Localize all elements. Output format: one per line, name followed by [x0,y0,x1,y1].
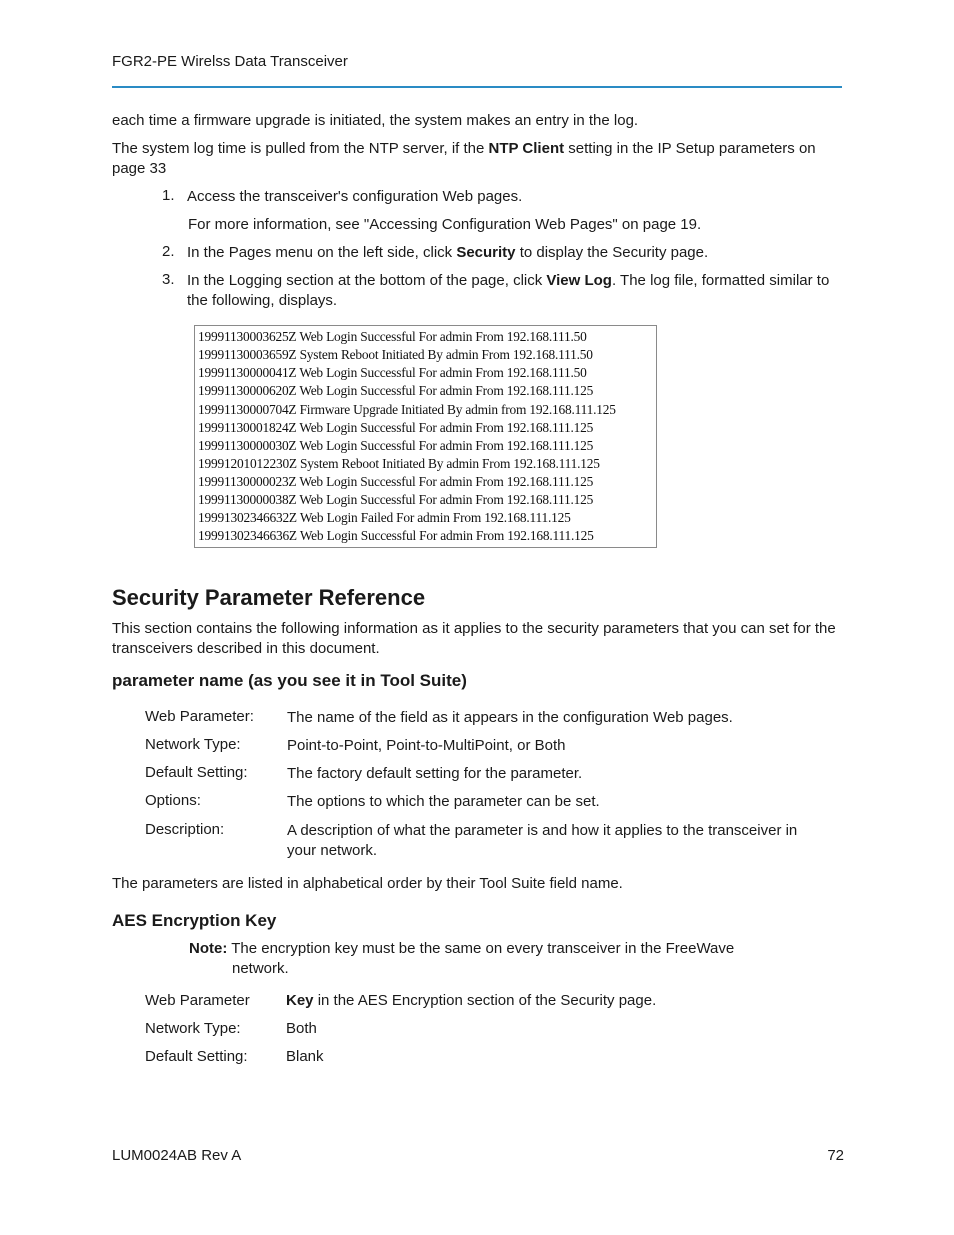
log-file-example [194,325,657,548]
step-number: 2. [162,243,175,260]
log-line: 19991302346632Z Web Login Failed For admin From 192.168.111.125 [198,510,571,525]
aes-note: Note: The encryption key must be the same on every transceiver in the FreeWave [189,940,735,957]
log-line: 19991130000041Z Web Login Successful For admin From 192.168.111.50 [198,365,587,380]
param-label: Network Type: [145,1020,241,1037]
note-label: Note: [189,940,228,957]
param-value: The factory default setting for the parameter. [287,765,583,782]
log-line: 19991130003659Z System Reboot Initiated By admin From 192.168.111.50 [198,347,593,362]
param-value: Key in the AES Encryption section of the Security page. [286,992,657,1009]
header-rule [112,86,842,88]
log-line: 19991130000038Z Web Login Successful For admin From 192.168.111.125 [198,492,594,507]
section-intro: This section contains the following information as it applies to the security parameters that you can set for the transceivers described in this document. [112,620,836,657]
log-line: 19991130000030Z Web Login Successful For admin From 192.168.111.125 [198,438,594,453]
step-number: 1. [162,187,175,204]
param-label: Default Setting: [145,764,248,781]
param-label: Description: [145,821,225,838]
param-template-heading: parameter name (as you see it in Tool Suite) [112,671,467,690]
step-subtext: For more information, see "Accessing Configuration Web Pages" on page 19. [188,216,702,233]
param-label: Network Type: [145,736,241,753]
log-line: 19991130000704Z Firmware Upgrade Initiated By admin from 192.168.111.125 [198,402,616,417]
log-line: 19991302346636Z Web Login Successful For admin From 192.168.111.125 [198,528,594,543]
key-term: Key [286,992,314,1009]
step-number: 3. [162,271,175,288]
log-line: 19991201012230Z System Reboot Initiated By admin From 192.168.111.125 [198,456,600,471]
param-value: The name of the field as it appears in the configuration Web pages. [287,709,733,726]
step-text: Access the transceiver's configuration Web pages. [187,188,523,205]
param-label: Options: [145,792,201,809]
param-value: Both [286,1020,317,1037]
step-text: In the Logging section at the bottom of the page, click View Log. The log file, formatted similar to the following, displays. [187,272,830,309]
param-value: A description of what the parameter is and how it applies to the transceiver in your network. [287,822,798,859]
security-term: Security [456,244,516,261]
ntp-client-term: NTP Client [488,140,565,157]
log-line: 19991130003625Z Web Login Successful For admin From 192.168.111.50 [198,329,587,344]
footer-doc-id: LUM0024AB Rev A [112,1147,242,1164]
param-order-note: The parameters are listed in alphabetical order by their Tool Suite field name. [112,875,623,892]
param-label: Default Setting: [145,1048,248,1065]
running-header: FGR2-PE Wirelss Data Transceiver [112,53,348,70]
page-number: 72 [827,1147,844,1164]
intro-paragraph-2: The system log time is pulled from the NTP server, if the NTP Client setting in the IP Setup parameters on page 33 [112,140,816,177]
aes-heading: AES Encryption Key [112,911,277,930]
view-log-term: View Log [546,272,612,289]
param-value: Point-to-Point, Point-to-MultiPoint, or Both [287,737,566,754]
log-line: 19991130000023Z Web Login Successful For admin From 192.168.111.125 [198,474,594,489]
log-line: 19991130001824Z Web Login Successful For admin From 192.168.111.125 [198,420,594,435]
param-label: Web Parameter [145,992,250,1009]
param-value: Blank [286,1048,324,1065]
log-line: 19991130000620Z Web Login Successful For admin From 192.168.111.125 [198,383,594,398]
section-title: Security Parameter Reference [112,585,426,610]
intro-paragraph-1: each time a firmware upgrade is initiated, the system makes an entry in the log. [112,112,639,129]
aes-note-continued: network. [232,960,289,977]
param-value: The options to which the parameter can be set. [287,793,600,810]
step-text: In the Pages menu on the left side, click Security to display the Security page. [187,244,709,261]
param-label: Web Parameter: [145,708,254,725]
